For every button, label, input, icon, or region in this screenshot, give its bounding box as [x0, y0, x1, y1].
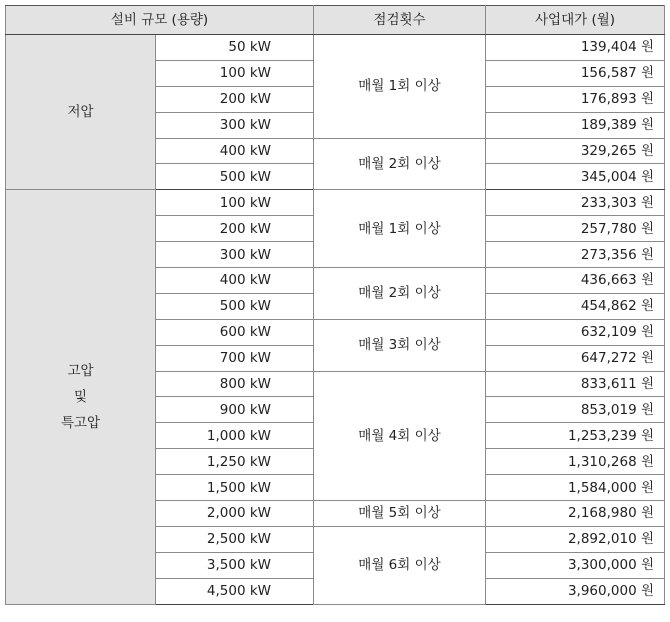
- capacity-cell: 300 kW: [156, 112, 314, 138]
- frequency-cell: 매월 2회 이상: [314, 138, 486, 190]
- fee-cell: 1,310,268 원: [486, 449, 665, 475]
- category-label: 저압: [67, 104, 94, 121]
- table-row: [6, 35, 665, 61]
- fee-cell: 2,892,010 원: [486, 526, 665, 552]
- capacity-cell: 400 kW: [156, 268, 314, 294]
- fee-cell: 345,004 원: [486, 164, 665, 190]
- capacity-cell: 2,000 kW: [156, 501, 314, 527]
- fee-cell: 176,893 원: [486, 86, 665, 112]
- fee-cell: 257,780 원: [486, 216, 665, 242]
- fee-cell: 2,168,980 원: [486, 501, 665, 527]
- capacity-cell: 1,500 kW: [156, 475, 314, 501]
- fee-cell: 329,265 원: [486, 138, 665, 164]
- fee-cell: 1,584,000 원: [486, 475, 665, 501]
- capacity-cell: 200 kW: [156, 216, 314, 242]
- category-label: 및: [73, 388, 88, 405]
- frequency-cell: 매월 6회 이상: [314, 526, 486, 604]
- capacity-cell: 3,500 kW: [156, 552, 314, 578]
- fee-cell: 156,587 원: [486, 60, 665, 86]
- frequency-cell: 매월 2회 이상: [314, 268, 486, 320]
- maintenance-fee-table: [5, 5, 665, 605]
- fee-cell: 853,019 원: [486, 397, 665, 423]
- frequency-cell: 매월 1회 이상: [314, 190, 486, 268]
- header-capacity: 설비 규모 (용량): [6, 6, 314, 35]
- fee-cell: 273,356 원: [486, 242, 665, 268]
- capacity-cell: 800 kW: [156, 371, 314, 397]
- capacity-cell: 4,500 kW: [156, 578, 314, 604]
- fee-cell: 3,300,000 원: [486, 552, 665, 578]
- capacity-cell: 1,000 kW: [156, 423, 314, 449]
- fee-cell: 647,272 원: [486, 345, 665, 371]
- frequency-cell: 매월 5회 이상: [314, 501, 486, 527]
- fee-cell: 833,611 원: [486, 371, 665, 397]
- capacity-cell: 900 kW: [156, 397, 314, 423]
- header-frequency: 점검횟수: [314, 6, 486, 35]
- capacity-cell: 2,500 kW: [156, 526, 314, 552]
- capacity-cell: 500 kW: [156, 293, 314, 319]
- fee-cell: 454,862 원: [486, 293, 665, 319]
- fee-table-container: [5, 5, 665, 605]
- category-label: 특고압: [60, 414, 101, 431]
- capacity-cell: 300 kW: [156, 242, 314, 268]
- capacity-cell: 100 kW: [156, 60, 314, 86]
- frequency-cell: 매월 3회 이상: [314, 319, 486, 371]
- capacity-cell: 200 kW: [156, 86, 314, 112]
- capacity-cell: 700 kW: [156, 345, 314, 371]
- category-cell: [6, 35, 156, 190]
- fee-cell: 1,253,239 원: [486, 423, 665, 449]
- capacity-cell: 50 kW: [156, 35, 314, 61]
- capacity-cell: 1,250 kW: [156, 449, 314, 475]
- fee-cell: 139,404 원: [486, 35, 665, 61]
- header-row: [6, 6, 665, 35]
- capacity-cell: 500 kW: [156, 164, 314, 190]
- table-body: [6, 35, 665, 605]
- capacity-cell: 600 kW: [156, 319, 314, 345]
- fee-cell: 3,960,000 원: [486, 578, 665, 604]
- fee-cell: 233,303 원: [486, 190, 665, 216]
- frequency-cell: 매월 1회 이상: [314, 35, 486, 139]
- fee-cell: 632,109 원: [486, 319, 665, 345]
- fee-cell: 436,663 원: [486, 268, 665, 294]
- header-fee: 사업대가 (월): [486, 6, 665, 35]
- category-cell: [6, 190, 156, 604]
- fee-cell: 189,389 원: [486, 112, 665, 138]
- category-label: 고압: [67, 362, 94, 379]
- frequency-cell: 매월 4회 이상: [314, 371, 486, 500]
- table-row: [6, 190, 665, 216]
- capacity-cell: 100 kW: [156, 190, 314, 216]
- capacity-cell: 400 kW: [156, 138, 314, 164]
